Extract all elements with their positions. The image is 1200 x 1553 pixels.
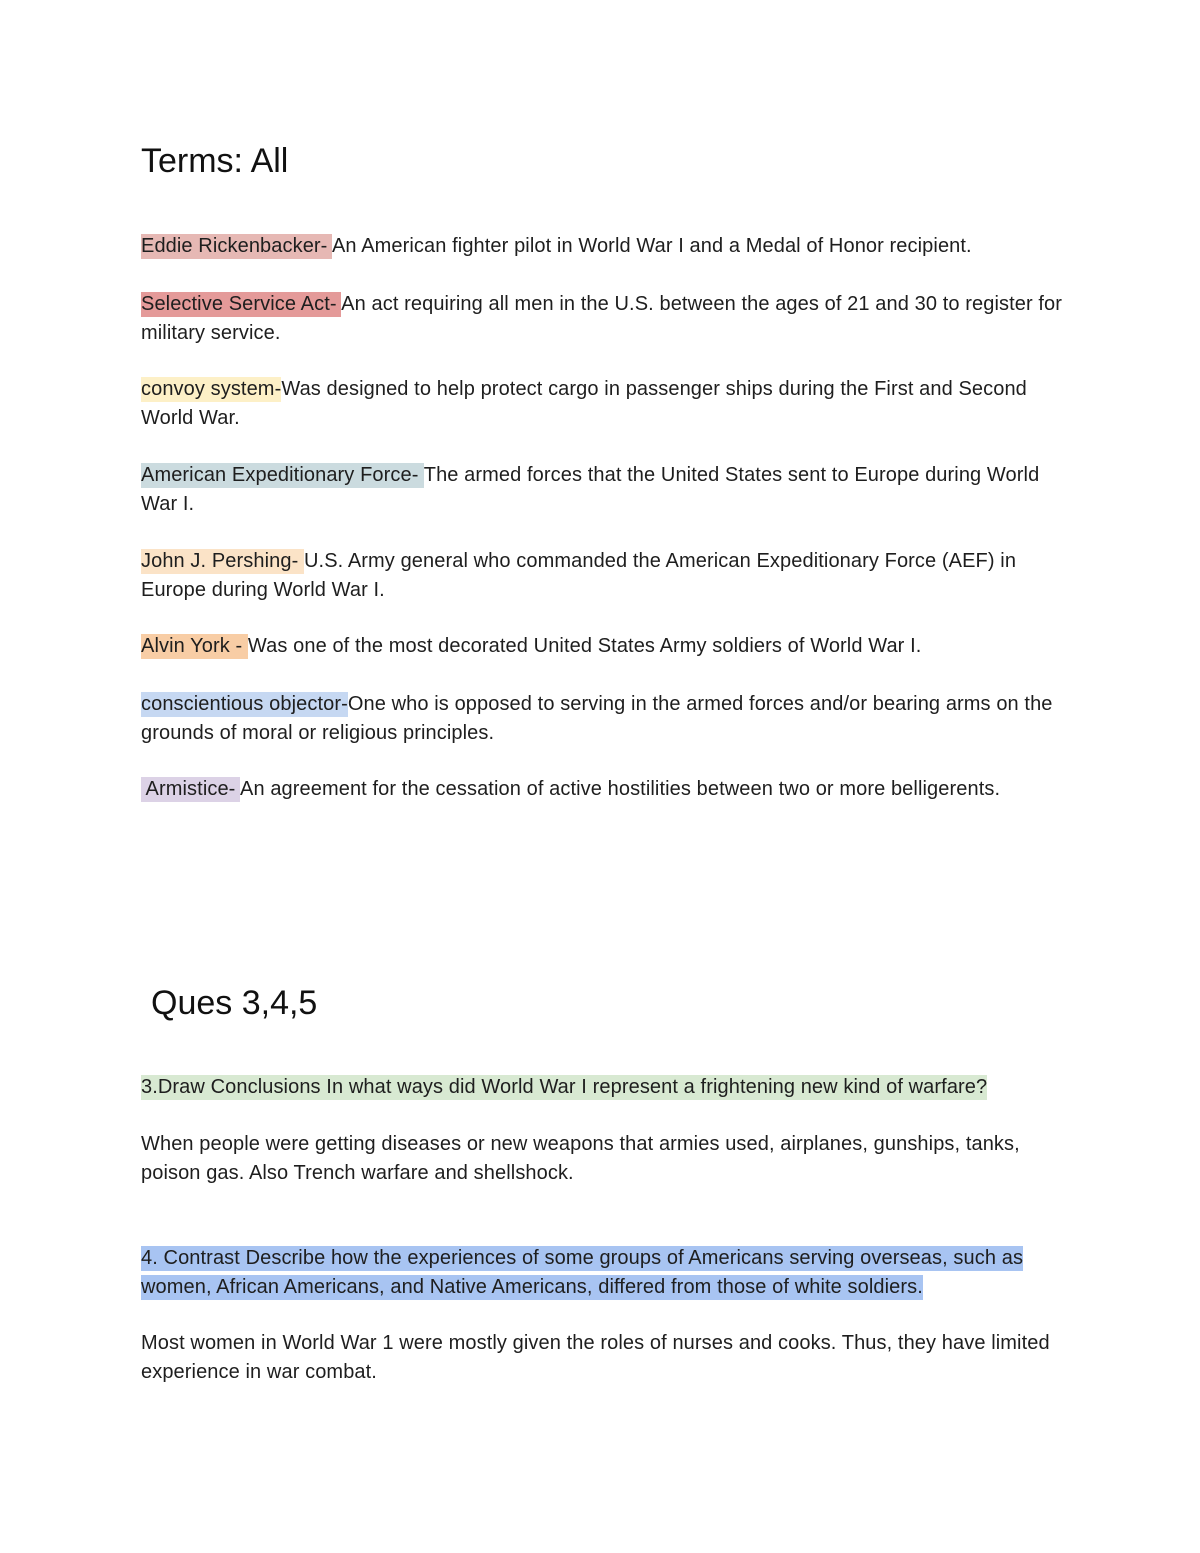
term-entry bbox=[141, 375, 1071, 432]
term-definition: An agreement for the cessation of active hostilities between two or more belligerents. bbox=[240, 778, 1001, 800]
term-definition: An American fighter pilot in World War I and a Medal of Honor recipient. bbox=[331, 235, 972, 257]
term-definition: One who is opposed to serving in the armed forces and/or bearing arms on the grounds of moral or religious principles. bbox=[141, 693, 1053, 744]
term-entry bbox=[141, 232, 1071, 261]
question-text: 4. Contrast Describe how the experiences of some groups of Americans serving overseas, such as women, African Americans, and Native Americans, differed from those of white soldiers. bbox=[141, 1247, 1024, 1298]
term-entry bbox=[141, 632, 1071, 661]
term-definition: U.S. Army general who commanded the American Expeditionary Force (AEF) in Europe during World War I. bbox=[141, 550, 1017, 601]
term-entry bbox=[141, 690, 1071, 747]
question-text: 3.Draw Conclusions In what ways did World War I represent a frightening new kind of warfare? bbox=[141, 1076, 988, 1098]
term-definition: Was one of the most decorated United States Army soldiers of World War I. bbox=[247, 635, 922, 657]
term-entry bbox=[141, 547, 1071, 604]
term-label: Armistice- bbox=[141, 778, 240, 800]
term-label: Selective Service Act- bbox=[141, 293, 342, 315]
terms-heading: Terms: All bbox=[141, 142, 289, 180]
question bbox=[141, 1073, 1071, 1102]
term-definition: The armed forces that the United States sent to Europe during World War I. bbox=[141, 464, 1040, 515]
term-label: convoy system- bbox=[141, 378, 282, 400]
answer-text: When people were getting diseases or new weapons that armies used, airplanes, gunships, tanks, poison gas. Also Trench warfare and shellshock. bbox=[141, 1133, 1020, 1184]
term-entry bbox=[141, 775, 1071, 804]
term-definition: An act requiring all men in the U.S. between the ages of 21 and 30 to register for military service. bbox=[141, 293, 1063, 344]
question bbox=[141, 1244, 1071, 1301]
answer-text: Most women in World War 1 were mostly given the roles of nurses and cooks. Thus, they have limited experience in war combat. bbox=[141, 1332, 1050, 1383]
term-label: Alvin York - bbox=[141, 635, 248, 657]
term-label: conscientious objector- bbox=[141, 693, 348, 715]
term-entry bbox=[141, 290, 1071, 347]
term-label: American Expeditionary Force- bbox=[141, 464, 424, 486]
term-definition: Was designed to help protect cargo in passenger ships during the First and Second World War. bbox=[141, 378, 1027, 429]
term-entry bbox=[141, 461, 1071, 518]
term-label: John J. Pershing- bbox=[141, 550, 304, 572]
term-label: Eddie Rickenbacker- bbox=[141, 235, 332, 257]
questions-heading: Ques 3,4,5 bbox=[151, 984, 318, 1022]
